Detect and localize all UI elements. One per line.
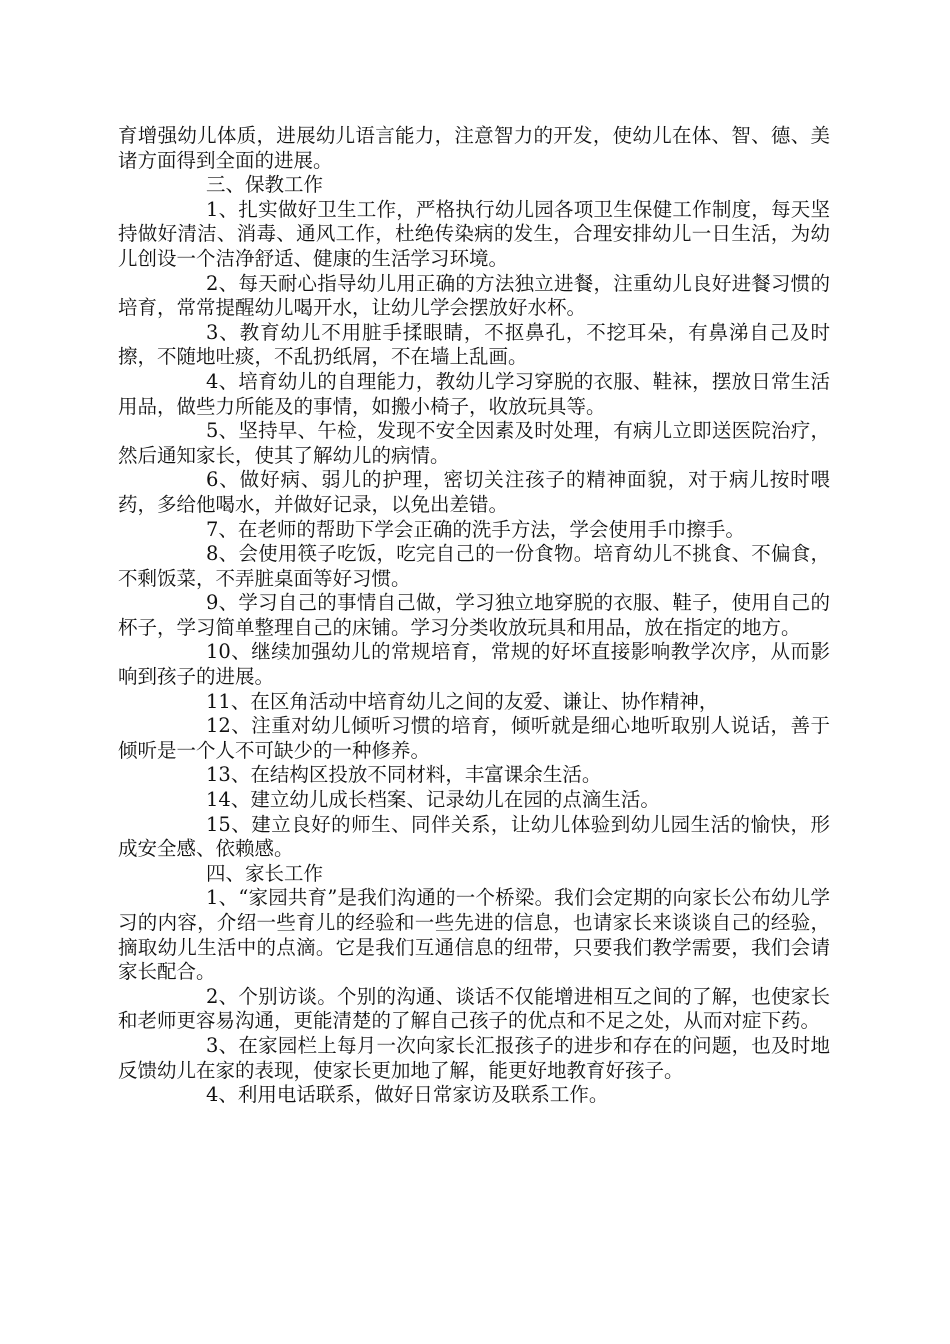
list-item-paragraph: 2、每天耐心指导幼儿用正确的方法独立进餐，注重幼儿良好进餐习惯的培育，常常提醒幼儿喝开水，让幼儿学会摆放好水杯。 bbox=[118, 271, 830, 320]
list-item-paragraph: 10、继续加强幼儿的常规培育，常规的好坏直接影响教学次序，从而影响到孩子的进展。 bbox=[118, 640, 830, 689]
list-item-paragraph: 14、建立幼儿成长档案、记录幼儿在园的点滴生活。 bbox=[206, 788, 660, 812]
list-item-paragraph: 1、“家园共育”是我们沟通的一个桥梁。我们会定期的向家长公布幼儿学习的内容，介绍一些育儿的经验和一些先进的信息，也请家长来谈谈自己的经验，摘取幼儿生活中的点滴。它是我们互通信息的纽带，只要我们教学需要，我们会请家长配合。 bbox=[118, 886, 830, 984]
list-item-paragraph: 4、培育幼儿的自理能力，教幼儿学习穿脱的衣服、鞋袜，摆放日常生活用品，做些力所能及的事情，如搬小椅子，收放玩具等。 bbox=[118, 369, 830, 418]
list-item-paragraph: 2、个别访谈。个别的沟通、谈话不仅能增进相互之间的了解，也使家长和老师更容易沟通，更能清楚的了解自己孩子的优点和不足之处，从而对症下药。 bbox=[118, 984, 830, 1033]
list-item-paragraph: 3、在家园栏上每月一次向家长汇报孩子的进步和存在的问题，也及时地反馈幼儿在家的表现，使家长更加地了解，能更好地教育好孩子。 bbox=[118, 1033, 830, 1082]
list-item-paragraph: 9、学习自己的事情自己做，学习独立地穿脱的衣服、鞋子，使用自己的杯子，学习简单整理自己的床铺。学习分类收放玩具和用品，放在指定的地方。 bbox=[118, 591, 830, 639]
list-item-paragraph: 7、在老师的帮助下学会正确的洗手方法，学会使用手巾擦手。 bbox=[206, 517, 745, 541]
section-heading: 四、家长工作 bbox=[206, 861, 324, 885]
list-item-paragraph: 12、注重对幼儿倾听习惯的培育，倾听就是细心地听取别人说话，善于倾听是一个人不可缺少的一种修养。 bbox=[118, 714, 830, 762]
list-item-paragraph: 5、坚持早、午检，发现不安全因素及时处理，有病儿立即送医院治疗，然后通知家长，使其了解幼儿的病情。 bbox=[118, 419, 830, 467]
list-item-paragraph: 8、会使用筷子吃饭，吃完自己的一份食物。培育幼儿不挑食、不偏食，不剩饭菜，不弄脏桌面等好习惯。 bbox=[118, 542, 830, 590]
body-paragraph: 育增强幼儿体质，进展幼儿语言能力，注意智力的开发，使幼儿在体、智、德、美诸方面得到全面的进展。 bbox=[118, 124, 830, 172]
section-heading: 三、保教工作 bbox=[206, 173, 324, 197]
list-item-paragraph: 11、在区角活动中培育幼儿之间的友爱、谦让、协作精神， bbox=[206, 689, 719, 713]
list-item-paragraph: 6、做好病、弱儿的护理，密切关注孩子的精神面貌，对于病儿按时喂药，多给他喝水，并做好记录，以免出差错。 bbox=[118, 468, 830, 516]
list-item-paragraph: 13、在结构区投放不同材料，丰富课余生活。 bbox=[206, 763, 602, 787]
list-item-paragraph: 1、扎实做好卫生工作，严格执行幼儿园各项卫生保健工作制度，每天坚持做好清洁、消毒、通风工作，杜绝传染病的发生，合理安排幼儿一日生活，为幼儿创设一个洁净舒适、健康的生活学习环境。 bbox=[118, 197, 830, 270]
list-item-paragraph: 4、利用电话联系，做好日常家访及联系工作。 bbox=[206, 1083, 609, 1107]
list-item-paragraph: 3、教育幼儿不用脏手揉眼睛，不抠鼻孔，不挖耳朵，有鼻涕自己及时擦，不随地吐痰，不乱扔纸屑，不在墙上乱画。 bbox=[118, 320, 830, 369]
document-body bbox=[118, 124, 830, 1108]
list-item-paragraph: 15、建立良好的师生、同伴关系，让幼儿体验到幼儿园生活的愉快，形成安全感、依赖感。 bbox=[118, 812, 830, 861]
